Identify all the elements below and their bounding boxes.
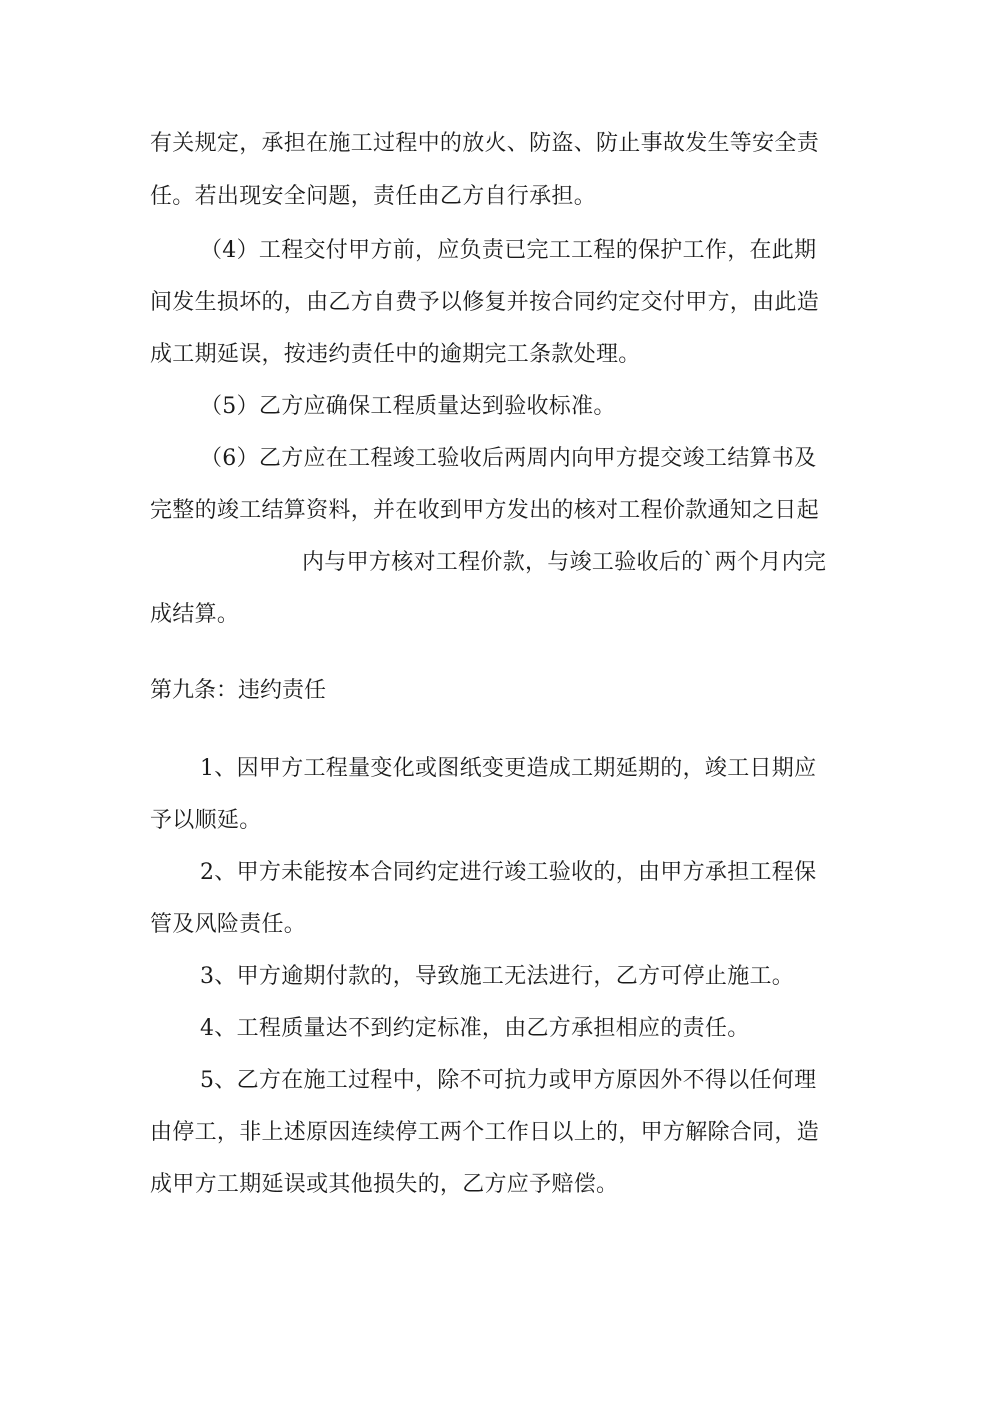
body-line: （4）工程交付甲方前，应负责已完工工程的保护工作，在此期: [200, 238, 817, 263]
body-line: （6）乙方应在工程竣工验收后两周内向甲方提交竣工结算书及: [200, 446, 817, 471]
clause-line: 4、工程质量达不到约定标准，由乙方承担相应的责任。: [200, 1016, 750, 1041]
clause-line: 1、因甲方工程量变化或图纸变更造成工期延期的，竣工日期应: [200, 756, 817, 781]
clause-line: 2、甲方未能按本合同约定进行竣工验收的，由甲方承担工程保: [200, 860, 817, 885]
body-line: 任。若出现安全问题，责任由乙方自行承担。: [150, 184, 597, 209]
body-line: 间发生损坏的，由乙方自费予以修复并按合同约定交付甲方，由此造: [150, 290, 820, 315]
body-line: 内与甲方核对工程价款，与竣工验收后的`两个月内完: [302, 550, 827, 575]
body-line: 完整的竣工结算资料，并在收到甲方发出的核对工程价款通知之日起: [150, 498, 820, 523]
clause-line: 由停工，非上述原因连续停工两个工作日以上的，甲方解除合同，造: [150, 1120, 820, 1145]
clause-line: 5、乙方在施工过程中，除不可抗力或甲方原因外不得以任何理: [200, 1068, 817, 1093]
clause-line: 予以顺延。: [150, 808, 262, 833]
clause-line: 管及风险责任。: [150, 912, 307, 937]
clause-line: 成甲方工期延误或其他损失的，乙方应予赔偿。: [150, 1172, 619, 1197]
clause-line: 3、甲方逾期付款的，导致施工无法进行，乙方可停止施工。: [200, 964, 795, 989]
body-line: 成工期延误，按违约责任中的逾期完工条款处理。: [150, 342, 641, 367]
body-line: （5）乙方应确保工程质量达到验收标准。: [200, 394, 616, 419]
body-line: 成结算。: [150, 602, 240, 627]
body-line: 有关规定，承担在施工过程中的放火、防盗、防止事故发生等安全责: [150, 131, 820, 156]
section-heading: 第九条：违约责任: [150, 678, 327, 703]
